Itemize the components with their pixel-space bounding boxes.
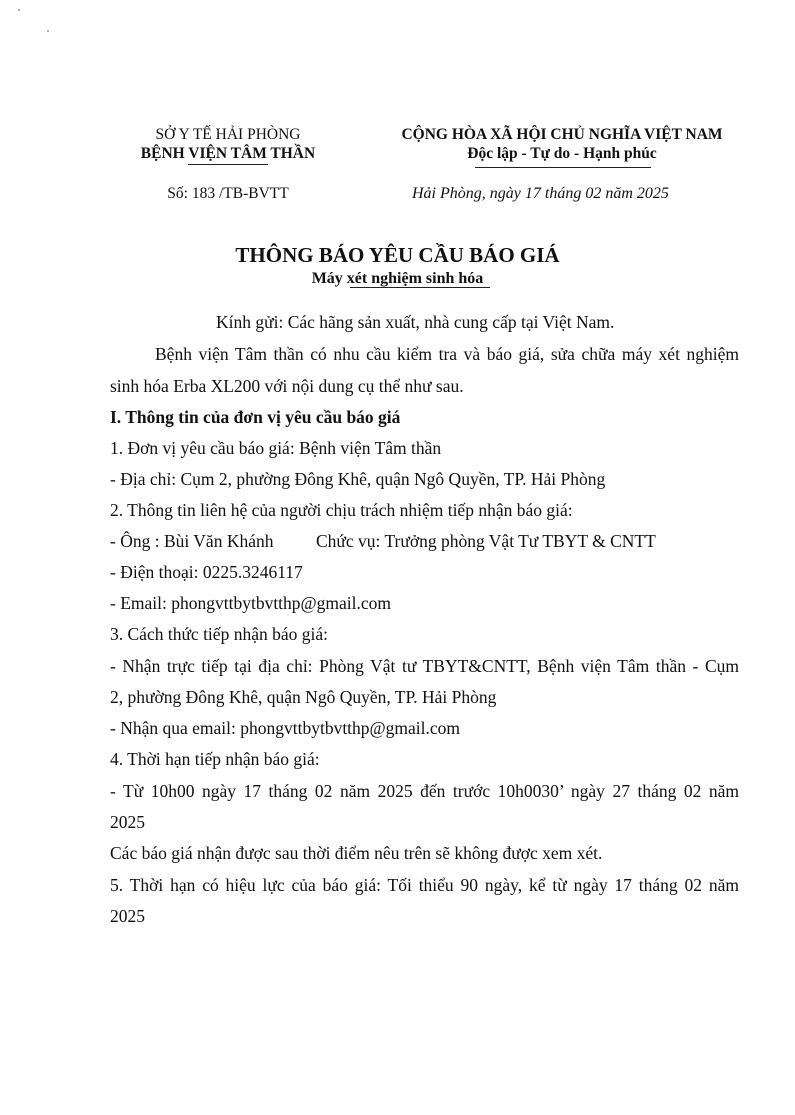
national-motto: Độc lập - Tự do - Hạnh phúc	[467, 145, 657, 162]
item-5-line-2: 2025	[110, 906, 145, 926]
address: - Địa chỉ: Cụm 2, phường Đông Khê, quận Ngô Quyền, TP. Hải Phòng	[110, 469, 606, 489]
greeting: Kính gửi: Các hãng sản xuất, nhà cung cấp tại Việt Nam.	[216, 312, 615, 332]
item-4: 4. Thời hạn tiếp nhận báo giá:	[110, 749, 320, 769]
org-parent: SỞ Y TẾ HẢI PHÒNG	[155, 126, 301, 143]
item-1: 1. Đơn vị yêu cầu báo giá: Bệnh viện Tâm thần	[110, 438, 442, 458]
period-line-2: 2025	[110, 812, 145, 832]
item-5-line-1: 5. Thời hạn có hiệu lực của báo giá: Tối thiểu 90 ngày, kể từ ngày 17 tháng 02 năm	[110, 875, 739, 895]
email: - Email: phongvttbytbvtthp@gmail.com	[110, 593, 392, 613]
org-name: BỆNH VIỆN TÂM THẦN	[140, 145, 316, 162]
document-title: THÔNG BÁO YÊU CẦU BÁO GIÁ	[235, 243, 560, 267]
contact-position: Chức vụ: Trưởng phòng Vật Tư TBYT & CNTT	[316, 531, 656, 551]
email-receive: - Nhận qua email: phongvttbytbvtthp@gmail.com	[110, 718, 461, 738]
document-subtitle: Máy xét nghiệm sinh hóa	[311, 270, 484, 287]
country-name: CỘNG HÒA XÃ HỘI CHỦ NGHĨA VIỆT NAM	[401, 126, 723, 143]
place-date: Hải Phòng, ngày 17 tháng 02 năm 2025	[412, 185, 669, 202]
intro-line-1: Bệnh viện Tâm thần có nhu cầu kiểm tra và báo giá, sửa chữa máy xét nghiệm	[155, 344, 739, 364]
scan-speck	[47, 30, 49, 32]
direct-receive-line-2: 2, phường Đông Khê, quận Ngô Quyền, TP. Hải Phòng	[110, 687, 497, 707]
phone: - Điện thoại: 0225.3246117	[110, 562, 303, 582]
period-line-1: - Từ 10h00 ngày 17 tháng 02 năm 2025 đến trước 10h0030’ ngày 27 tháng 02 năm	[110, 781, 739, 801]
direct-receive-line-1: - Nhận trực tiếp tại địa chỉ: Phòng Vật tư TBYT&CNTT, Bệnh viện Tâm thần - Cụm	[110, 656, 739, 676]
intro-line-2: sinh hóa Erba XL200 với nội dung cụ thể như sau.	[110, 376, 464, 396]
scan-speck	[18, 9, 20, 11]
org-underline	[188, 164, 268, 165]
contact-name: - Ông : Bùi Văn Khánh	[110, 531, 274, 551]
motto-underline	[475, 167, 651, 168]
item-3: 3. Cách thức tiếp nhận báo giá:	[110, 624, 328, 644]
section-heading: I. Thông tin của đơn vị yêu cầu báo giá	[110, 407, 401, 427]
late-note: Các báo giá nhận được sau thời điểm nêu trên sẽ không được xem xét.	[110, 843, 603, 863]
item-2: 2. Thông tin liên hệ của người chịu trách nhiệm tiếp nhận báo giá:	[110, 500, 573, 520]
subtitle-underline	[350, 287, 490, 288]
doc-number: Số: 183 /TB-BVTT	[167, 185, 289, 202]
